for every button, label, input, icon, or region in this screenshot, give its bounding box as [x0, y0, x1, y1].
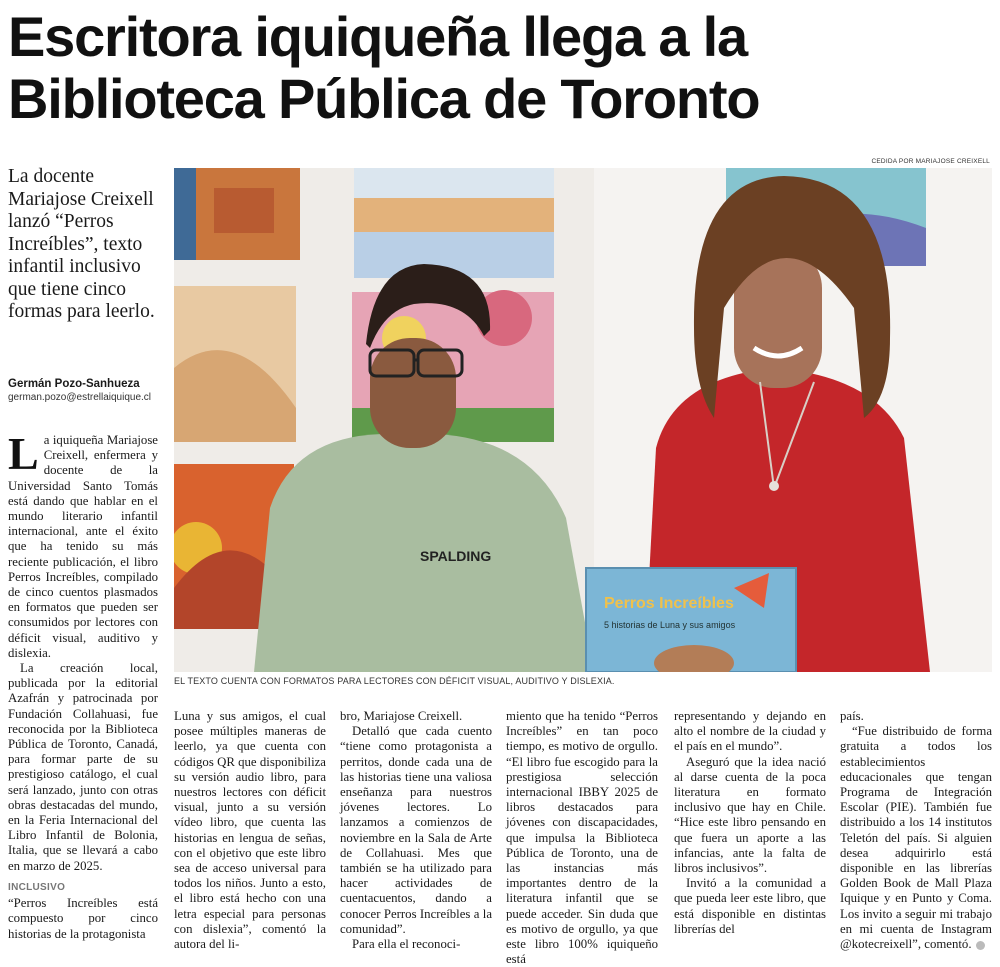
paragraph: La iquiqueña Mariajose Creixell, enfermera y docente de la Universidad Santo Tomás está dando que hablar en el mundo literario infantil internacional, ante el éxito que ha tenido su más reciente publicación, el libro Perros Increíbles, compilado de cinco cuentos plasmados en formatos que pueden ser consumidos por lectores con déficit visual, auditivo y dislexia. [8, 428, 158, 660]
deck: La docente Mariajose Creixell lanzó “Perros Increíbles”, texto infantil inclusivo que tiene cinco formas para leerlo. [8, 166, 155, 322]
paragraph: Luna y sus amigos, el cual posee múltiples maneras de leerlo, ya que cuenta con códigos QR que disponibiliza su versión audio libro, para nuestros lectores con déficit visual, junto a su versión vídeo libro, que cuenta las historias en lengua de señas, con el objetivo que este libro sea de acceso universal para todos los niños. Junto a esto, el libro está hecho con una letra especial para personas con dislexia”, comentó la autora del li- [174, 709, 326, 952]
book-title: Perros Increíbles [604, 595, 734, 612]
drop-cap: L [8, 428, 39, 479]
paragraph: Invitó a la comunidad a que pueda leer este libro, que está disponible en distintas librerías del [674, 876, 826, 936]
author-name: Germán Pozo-Sanhueza [8, 378, 140, 390]
photo-caption: EL TEXTO CUENTA CON FORMATOS PARA LECTORES CON DÉFICIT VISUAL, AUDITIVO Y DISLEXIA. [174, 676, 615, 686]
paragraph: Detalló que cada cuento “tiene como protagonista a perritos, donde cada una de las historias tiene una valiosa enseñanza para nuestros jóvenes lectores. Lo lanzamos a comienzos de noviembre en la Sala de Arte de Collahuasi. Mes que también se ha utilizado para hacer actividades de cuentacuentos, dando a conocer Perros Increíbles a la comunidad”. [340, 724, 492, 936]
headline: Escritora iquiqueña llega a la Biblioteca Pública de Toronto [8, 5, 760, 130]
end-mark-icon [976, 941, 985, 950]
article-column-5 [674, 709, 826, 937]
paragraph: Aseguró que la idea nació al darse cuenta de la poca literatura en formato inclusivo que hay en Chile. “Hice este libro pensando en que fuera un aporte a las infancias, ante la falta de libros inclusivos”. [674, 754, 826, 876]
article-column-1 [8, 428, 158, 942]
paragraph: “Perros Increíbles está compuesto por cinco historias de la protagonista [8, 896, 158, 941]
paragraph: Para ella el reconoci- [352, 937, 461, 952]
article-column-2 [174, 709, 326, 952]
paragraph: miento que ha tenido “Perros Increíbles” en tan poco tiempo, es motivo de orgullo. “El libro fue escogido para la prestigiosa selección internacional IBBY 2025 de libros destacados para jóvenes con discapacidades, que impulsa la Biblioteca Pública de Toronto, una de las instancias más importantes dentro de la literatura infantil que se puede acceder. Sin duda que es motivo de orgullo, ya que este libro 100% iquiqueño está [506, 709, 658, 967]
article-column-3 [340, 709, 492, 952]
paragraph: representando y dejando en alto el nombre de la ciudad y el país en el mundo”. [674, 709, 826, 754]
article-column-4 [506, 709, 658, 967]
author-email: german.pozo@estrellaiquique.cl [8, 392, 152, 403]
section-subhead: INCLUSIVO [8, 881, 66, 893]
paragraph: La creación local, publicada por la editorial Azafrán y patrocinada por Fundación Collahuasi, fue reconocida por la Biblioteca Pública de Toronto, Canadá, para formar parte de su prestigioso catálogo, el cual será lanzado, junto con otras obras destacadas del mundo, en la Feria Internacional del Libro Infantil de Bolonia, Italia, que se llevará a cabo en marzo de 2025. [8, 661, 158, 873]
book-subtitle: 5 historias de Luna y sus amigos [604, 620, 736, 630]
photo-illustration [174, 168, 992, 672]
paragraph: país. [840, 709, 864, 723]
paragraph: “Fue distribuido de forma gratuita a todos los establecimientos educacionales que tengan Programa de Integración Escolar (PIE). También fue distribuido a los 14 institutos Teletón del país. Si alguien desea adquirirlo está disponible en las librerías Golden Book de Mall Plaza Iquique y en Punto y Coma. Los invito a seguir mi trabajo en mi cuenta de Instagram @kotecreixell”, comentó. [840, 724, 992, 952]
article-column-6 [840, 709, 992, 952]
article-photo [174, 168, 992, 672]
shirt-text: SPALDING [420, 548, 492, 564]
photo-credit: CEDIDA POR MARIAJOSE CREIXELL [871, 158, 990, 165]
byline [8, 378, 168, 403]
paragraph: bro, Mariajose Creixell. [340, 709, 463, 723]
